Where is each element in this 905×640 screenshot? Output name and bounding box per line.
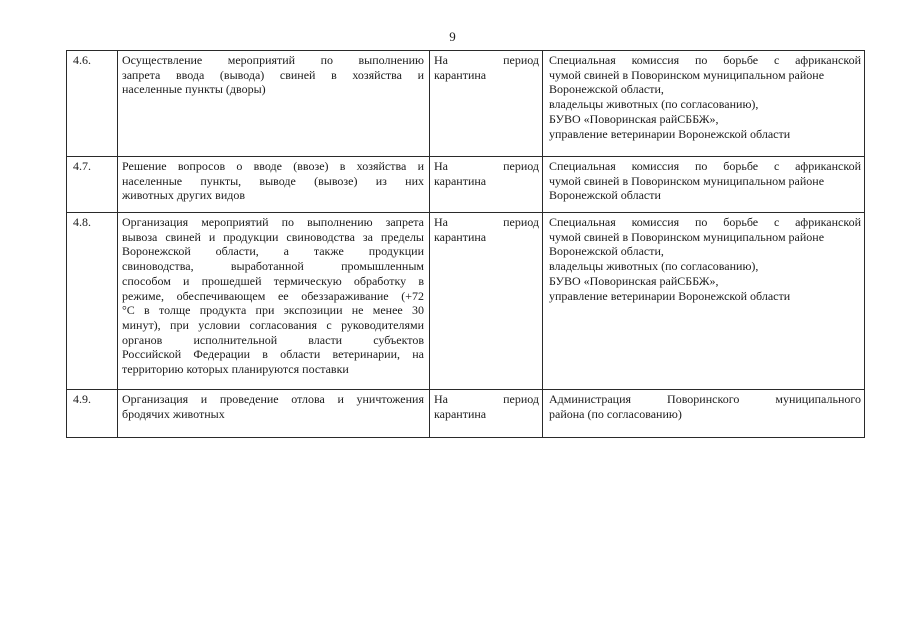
measures-table	[66, 50, 865, 438]
page-number: 9	[449, 29, 456, 44]
responsible-line: Воронежской области	[549, 188, 661, 203]
measure-line: °С в толще продукта при экспозиции не менее 30	[122, 303, 424, 318]
responsible-line: БУВО «Поворинская райСББЖ»,	[549, 273, 719, 288]
term-line: На период	[434, 53, 539, 67]
measure-line: минут), при условии согласования с руководителями	[122, 317, 424, 332]
term-line: На период	[434, 215, 539, 229]
responsible-line: Специальная комиссия по борьбе с африканской	[549, 215, 861, 229]
responsible-line: Специальная комиссия по борьбе с африканской	[549, 53, 861, 67]
measure-cell	[118, 390, 430, 438]
term-cell	[430, 157, 543, 213]
responsible-cell	[543, 157, 865, 213]
measure-line: способом и прошедшей термическую обработку в	[122, 273, 424, 288]
term-line: карантина	[434, 229, 487, 244]
measure-line: запрета ввода (вывода) свиней в хозяйства и	[122, 67, 424, 82]
measure-line: свиноводства, выработанной промышленным	[122, 259, 424, 274]
measure-line: населенные пункты, выводе (вывозе) из них	[122, 173, 424, 188]
measure-line: бродячих животных	[122, 406, 225, 421]
responsible-cell	[543, 51, 865, 157]
measure-line: Осуществление мероприятий по выполнению	[122, 53, 424, 67]
responsible-line: управление ветеринарии Воронежской области	[549, 126, 791, 141]
measure-line: режиме, обеспечивающем ее обеззараживание (+72	[122, 288, 424, 303]
term-cell	[430, 213, 543, 390]
row-number: 4.6.	[67, 51, 118, 157]
measure-line: территорию которых планируются поставки	[122, 362, 349, 377]
measure-cell	[118, 157, 430, 213]
row-number: 4.9.	[67, 390, 118, 438]
responsible-line: Воронежской области,	[549, 82, 664, 97]
measure-line: животных других видов	[122, 188, 246, 203]
responsible-line: БУВО «Поворинская райСББЖ»,	[549, 111, 719, 126]
term-cell	[430, 51, 543, 157]
term-line: карантина	[434, 173, 487, 188]
term-line: карантина	[434, 67, 487, 82]
measure-line: Воронежской области, а также продукции	[122, 244, 424, 259]
measure-line: Организация и проведение отлова и уничтожения	[122, 392, 424, 406]
table-row	[67, 390, 865, 438]
measure-line: вывоза свиней и продукции свиноводства за пределы	[122, 229, 424, 244]
measure-line: Решение вопросов о вводе (ввозе) в хозяйства и	[122, 159, 424, 173]
term-cell	[430, 390, 543, 438]
responsible-line: Специальная комиссия по борьбе с африканской	[549, 159, 861, 173]
measure-line: органов исполнительной власти субъектов	[122, 332, 424, 347]
responsible-line: владельцы животных (по согласованию),	[549, 259, 759, 274]
row-number: 4.7.	[67, 157, 118, 213]
term-line: На период	[434, 392, 539, 406]
responsible-line: владельцы животных (по согласованию),	[549, 97, 759, 112]
term-line: На период	[434, 159, 539, 173]
responsible-line: чумой свиней в Поворинском муниципальном районе	[549, 229, 825, 244]
measure-line: Организация мероприятий по выполнению запрета	[122, 215, 424, 229]
responsible-line: чумой свиней в Поворинском муниципальном районе	[549, 67, 825, 82]
measure-line: населенные пункты (дворы)	[122, 82, 266, 97]
responsible-cell	[543, 213, 865, 390]
responsible-line: управление ветеринарии Воронежской области	[549, 288, 791, 303]
responsible-cell	[543, 390, 865, 438]
measure-line: Российской Федерации в области ветеринарии, на	[122, 347, 424, 362]
table-row	[67, 213, 865, 390]
responsible-line: района (по согласованию)	[549, 406, 682, 421]
measure-cell	[118, 213, 430, 390]
responsible-line: чумой свиней в Поворинском муниципальном районе	[549, 173, 825, 188]
term-line: карантина	[434, 406, 487, 421]
responsible-line: Администрация Поворинского муниципального	[549, 392, 861, 406]
measure-cell	[118, 51, 430, 157]
row-number: 4.8.	[67, 213, 118, 390]
responsible-line: Воронежской области,	[549, 244, 664, 259]
table-row	[67, 157, 865, 213]
table-row	[67, 51, 865, 157]
